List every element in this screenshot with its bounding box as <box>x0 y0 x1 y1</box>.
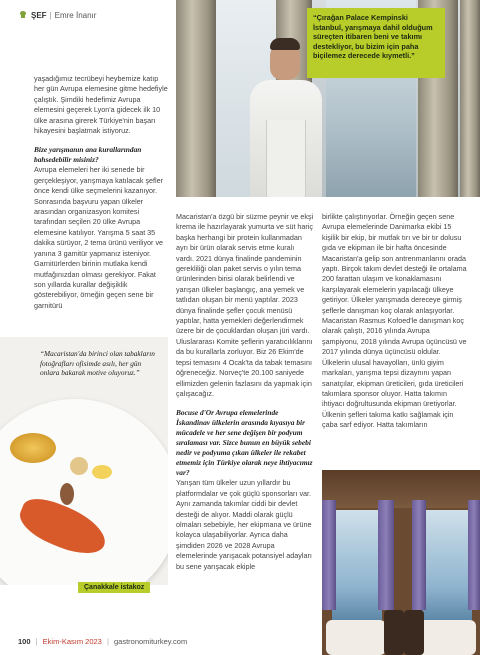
chef-hat-leaf-icon <box>18 10 28 20</box>
right-paragraph-1: birlikte çalıştırıyorlar. Örneğin geçen sene Avrupa elemelerinde Danimarka ekibi 15 kişilik bir ekip, bir mutfak tırı ve bir tır dolusu gıda ve ekipman ile bir hafta öncesinde Macaristan'a gelip son antrenmanlarını orada yaptı. Birçok takım devlet desteği ile ortalama 200 farattan ulaşım ve konaklamasını karşılayarak elemelerin yapılacağı ülkeye getiriyor. Ülkeler yarışmada dereceye girmiş şeflerle danışman koç olarak anlaşıyorlar. Macaristan Rasmus Kofoed'le danışman koç olarak çalıştı, 2016 yılında Avrupa şampiyonu, 2018 yılında Avrupa üçüncüsü ve 2017 yılında dünya üçüncüsü oldular. Ülkelerin ulusal havayolları, ünlü giyim markaları, yarışma tepsi dizaynını yapan sanatçılar, ekipman üreticileri, gıda üreticileri takımlara sponsor oluyor. Hatta takımın ihtiyacı doğrultusunda ekipman üretiyorlar. Ülkenin şefleri takıma katkı sağlamak için çaba sarf ediyor. Hatta takımların <box>322 212 467 430</box>
chef-name: Emre İnanır <box>54 10 97 20</box>
middle-column <box>176 212 314 572</box>
restaurant-photo <box>322 470 480 655</box>
left-column <box>34 74 168 311</box>
food-caption: “Macaristan'da birinci olan tabakların fotoğrafları ofisimde asılı, her gün onlara bakarak motive oluyoruz.” <box>40 349 155 377</box>
middle-paragraph-2: Yarışan tüm ülkeler uzun yıllardır bu platformdalar ve çok güçlü sponsorları var. Aynı zamanda takımlar ciddi bir devlet desteği de alıyor. Maddi olarak güçlü olmaları sebebiyle, her ekipmana ve ürüne kolayca ulaşabiliyorlar. Ayrıca daha şimdiden 2026 ve 2028 Avrupa elemelerinde yarışacak potansiyel adayları bu sene yarışacak ekiple <box>176 478 312 571</box>
pull-quote-text: “Çırağan Palace Kempinski İstanbul, yarışmaya dahil olduğum süreçten itibaren beni ve takımı destekliyor, bu bizim için paha biçilemez derecede kıymetli.” <box>313 13 433 60</box>
question-2: Bocuse d'Or Avrupa elemelerinde İskandinav ülkelerin arasında kıyasıya bir mücadele ve her sene değişen bir podyum sıralaması var. Sizce bunun en büyük sebebi nedir ve podyuma çıkan ülkeler ile rekabet etmemiz için Türkiye olarak neye ihtiyacımız var? <box>176 408 313 478</box>
right-column <box>322 212 468 431</box>
left-paragraph-2: Avrupa elemeleri her iki senede bir gerçekleşiyor, yarışmaya katılacak şefler önce kendi ülke seçmelerini kazanıyor. Sonrasında başvuru yapan ülkeler arasından organizasyon komitesi tarafından seçilen 20 ülke Avrupa elemesine katılıyor. Yarışma 5 saat 35 dakika sürüyor, 2 tema ürünü veriliyor ve yanına 3 gamitür yapmanız isteniyor. Garnitürlerden birinin mutlaka kendi mutfağınızdan olması gerekiyor. Fakat son yıllarda kurallar değişiklik gösterebiliyor, örneğin geçen sene bir garnitürü <box>34 165 164 310</box>
middle-paragraph-1: Macaristan'a özgü bir süzme peynir ve ekşi krema ile hazırlayarak yumurta ve süt hariç başka herhangi bir protein kullanmadan ayrı bir ürün olarak servis etme kuralı vardı. 2021 dünya finalinde pandeminin gerekliliği olan paket servis o yılın tema ürünlerinden birisi olarak belirlendi ve yarışan ülkeler başlangıç, ana yemek ve tatlıdan oluşan bir menü yaptılar. 2023 dünya finalinde şefler çocuk menüsü yaptılar, hatta yemekleri değerlendirmek üzere bir de çocuklardan oluşan jüri vardı. Uluslararası Komite şeflerin yaratıcılıklarını da bu kurallarla zorluyor. Biz 26 Ekim'de tepsi temasını 4 Ocak'ta da tabak temasını öğreneceğiz. Norveç'te 20.100 saniyede ellimizden gelenin fazlasını da yapmak için çalışacağız. <box>176 212 314 398</box>
issue-date: Ekim-Kasım 2023 <box>42 637 102 646</box>
section-label: ŞEF <box>31 10 47 20</box>
page-header <box>18 10 96 20</box>
pull-quote-box <box>307 8 445 78</box>
food-tag: Çanakkale istakoz <box>78 582 150 593</box>
website: gastronomiturkey.com <box>113 637 188 646</box>
question-1: Bize yarışmanın ana kurallarından bahsedebilir misiniz? <box>34 145 142 165</box>
header-divider: | <box>49 10 52 20</box>
page-number: 100 <box>18 637 31 646</box>
food-photo <box>0 337 168 585</box>
page-footer: 100 | Ekim-Kasım 2023 | gastronomiturkey.com <box>18 637 188 646</box>
left-paragraph-1: yaşadığımız tecrübeyi heybemize katıp her gün Avrupa elemesine gitme hedefiyle çalıştık. Şimdiki hedefimiz Avrupa elemesini geçerek Lyon'a gidecek ilk 10 ülke arasına girerek Türkiye'nin başarı hikayesini başlatmak istiyoruz. <box>34 74 168 136</box>
